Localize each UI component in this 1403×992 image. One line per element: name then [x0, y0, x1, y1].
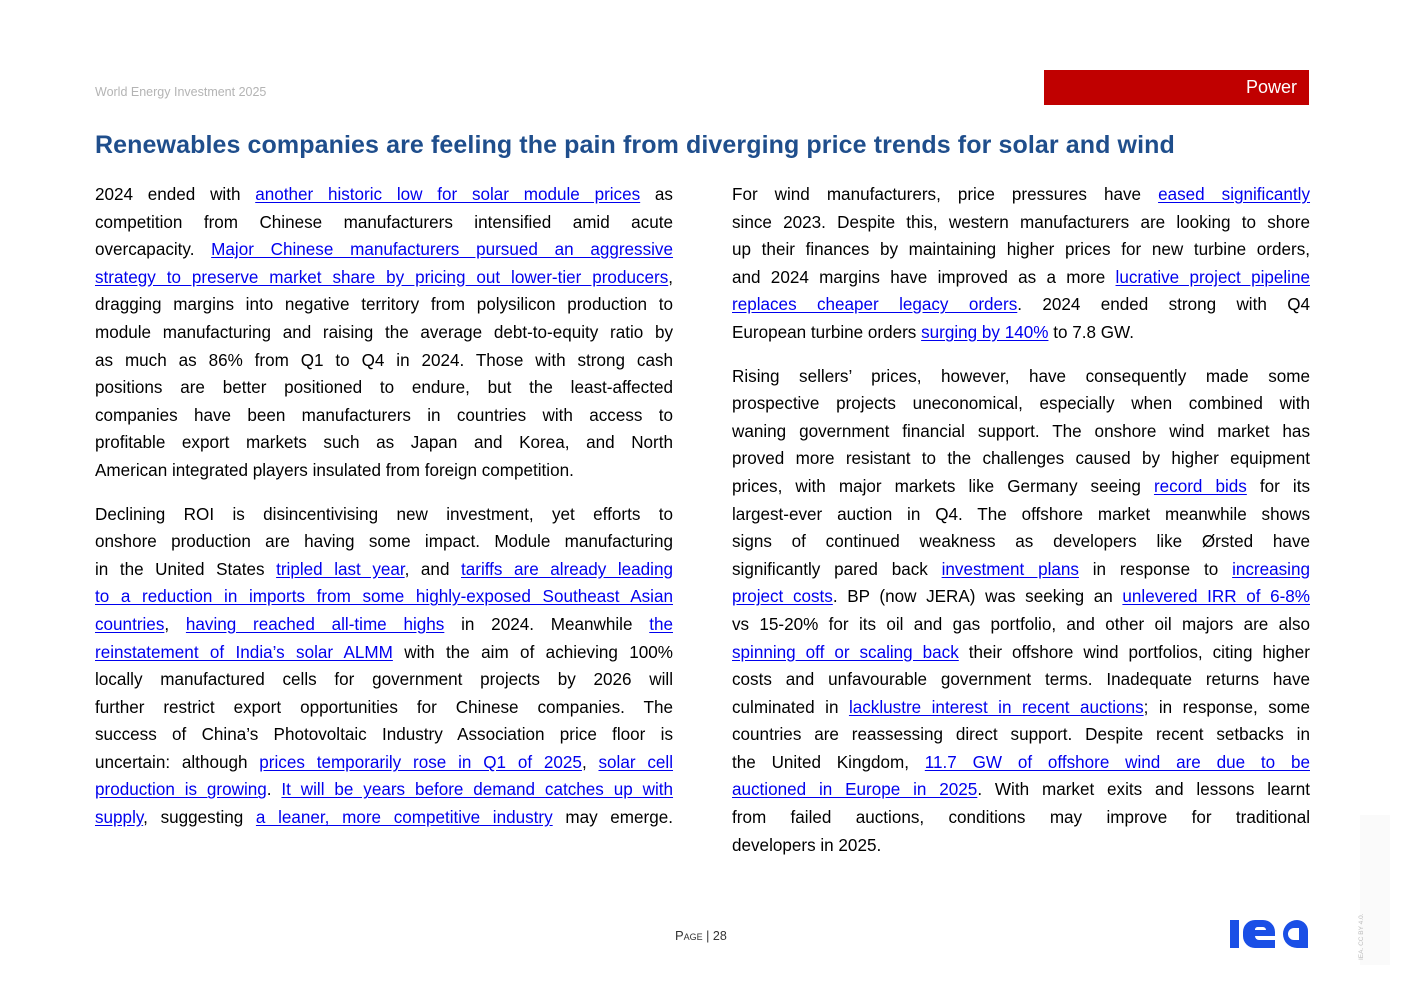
inline-link[interactable]: Major Chinese manufacturers pursued an aggressive — [211, 240, 673, 260]
text-line — [95, 236, 673, 264]
body-paragraph — [95, 181, 673, 485]
text-line — [732, 291, 1310, 319]
text-run: further restrict export opportunities for Chinese companies. The — [95, 697, 673, 717]
text-run: ; in response, some — [1143, 697, 1311, 717]
text-line — [732, 418, 1310, 446]
text-line — [732, 528, 1310, 556]
inline-link[interactable]: the — [649, 614, 673, 634]
inline-link[interactable]: solar cell — [598, 752, 674, 772]
inline-link[interactable]: unlevered IRR of 6-8% — [1122, 587, 1310, 607]
text-run: as much as 86% from Q1 to Q4 in 2024. Those with strong cash — [95, 350, 673, 370]
inline-link[interactable]: production is growing — [95, 780, 267, 800]
inline-link[interactable]: a leaner, more competitive industry — [255, 808, 553, 828]
body-paragraph — [95, 501, 673, 832]
text-run: American integrated players insulated from foreign competition. — [95, 460, 574, 480]
inline-link[interactable]: strategy to preserve market share by pricing out lower-tier producers — [95, 267, 669, 287]
text-run: prospective projects uneconomical, especially when combined with — [732, 394, 1310, 414]
text-line — [95, 501, 673, 529]
text-line — [95, 264, 673, 292]
text-run: dragging margins into negative territory from polysilicon production to — [95, 295, 673, 315]
text-line — [95, 749, 673, 777]
text-line — [732, 721, 1310, 749]
iea-logo-icon — [1229, 917, 1309, 951]
text-run: their offshore wind portfolios, citing higher — [958, 642, 1311, 662]
text-line — [732, 776, 1310, 804]
text-run: proved more resistant to the challenges caused by higher equipment — [732, 449, 1310, 469]
text-line — [95, 666, 673, 694]
text-run: , and — [404, 559, 461, 579]
text-line — [732, 473, 1310, 501]
inline-link[interactable]: project costs — [732, 587, 833, 607]
text-line — [732, 804, 1310, 832]
text-run: competition from Chinese manufacturers intensified amid acute — [95, 212, 673, 232]
text-line — [95, 429, 673, 457]
text-line — [732, 209, 1310, 237]
text-run: culminated in — [732, 697, 849, 717]
inline-link[interactable]: surging by 140% — [921, 322, 1049, 342]
text-line — [732, 832, 1310, 860]
text-run: the United Kingdom, — [732, 752, 925, 772]
text-run: with the aim of achieving 100% — [392, 642, 673, 662]
text-run: largest-ever auction in Q4. The offshore market meanwhile shows — [732, 504, 1310, 524]
inline-link[interactable]: increasing — [1232, 559, 1310, 579]
text-run: Declining ROI is disincentivising new investment, yet efforts to — [95, 504, 673, 524]
page-title: Renewables companies are feeling the pain from diverging price trends for solar and wind — [95, 131, 1175, 159]
inline-link[interactable]: spinning off or scaling back — [732, 642, 959, 662]
iea-logo[interactable] — [1229, 917, 1309, 956]
page-label: Page — [675, 928, 703, 943]
inline-link[interactable]: auctioned in Europe in 2025 — [732, 780, 978, 800]
text-line — [95, 209, 673, 237]
text-line — [95, 457, 673, 485]
inline-link[interactable]: to a reduction in imports from some highly-exposed Southeast Asian — [95, 587, 673, 607]
text-line — [95, 694, 673, 722]
text-run: in 2024. Meanwhile — [444, 614, 650, 634]
text-run: companies have been manufacturers in countries with access to — [95, 405, 673, 425]
text-run: onshore production are having some impact. Module manufacturing — [95, 532, 673, 552]
text-run: in response to — [1078, 559, 1233, 579]
text-run: , — [581, 752, 599, 772]
text-line — [732, 749, 1310, 777]
text-run: to 7.8 GW. — [1048, 322, 1134, 342]
text-line — [732, 445, 1310, 473]
text-run: costs and unfavourable government terms. Inadequate returns have — [732, 670, 1310, 690]
text-line — [95, 776, 673, 804]
right-column — [732, 181, 1310, 875]
text-line — [732, 639, 1310, 667]
text-line — [732, 611, 1310, 639]
text-run: prices, with major markets like Germany seeing — [732, 476, 1154, 496]
text-run: vs 15-20% for its oil and gas portfolio, and other oil majors are also — [732, 614, 1310, 634]
text-run: since 2023. Despite this, western manufacturers are looking to shore — [732, 212, 1310, 232]
text-run: from failed auctions, conditions may improve for traditional — [732, 808, 1310, 828]
text-line — [95, 347, 673, 375]
left-column — [95, 181, 673, 848]
text-run: in the United States — [95, 559, 277, 579]
text-line — [732, 363, 1310, 391]
text-run: up their finances by maintaining higher prices for new turbine orders, — [732, 240, 1310, 260]
text-line — [732, 264, 1310, 292]
text-run: positions are better positioned to endure, but the least-affected — [95, 378, 673, 398]
inline-link[interactable]: tripled last year — [276, 559, 405, 579]
text-run: may emerge. — [552, 808, 674, 828]
text-line — [95, 181, 673, 209]
inline-link[interactable]: 11.7 GW of offshore wind are due to be — [924, 752, 1310, 772]
text-run: locally manufactured cells for government projects by 2026 will — [95, 670, 673, 690]
text-line — [95, 804, 673, 832]
inline-link[interactable]: lacklustre interest in recent auctions — [848, 697, 1144, 717]
text-line — [95, 639, 673, 667]
text-run: for its — [1246, 476, 1310, 496]
text-run: countries are reassessing direct support. Despite recent setbacks in — [732, 725, 1310, 745]
body-paragraph — [732, 181, 1310, 347]
text-run: signs of continued weakness as developers like Ørsted have — [732, 532, 1310, 552]
text-line — [732, 390, 1310, 418]
inline-link[interactable]: supply — [95, 808, 144, 828]
inline-link[interactable]: having reached all-time highs — [185, 614, 445, 634]
text-run: , — [164, 614, 186, 634]
text-run: profitable export markets such as Japan and Korea, and North — [95, 433, 673, 453]
text-line — [732, 556, 1310, 584]
text-line — [732, 319, 1310, 347]
inline-link[interactable]: replaces cheaper legacy orders — [732, 295, 1018, 315]
text-run: developers in 2025. — [732, 835, 882, 855]
text-run: . — [266, 780, 282, 800]
inline-link[interactable]: reinstatement of India’s solar ALMM — [95, 642, 393, 662]
text-run: . BP (now JERA) was seeking an — [832, 587, 1123, 607]
license-text: IEA. CC BY 4.0. — [1358, 913, 1365, 960]
page-separator: | — [702, 929, 713, 943]
text-run: and 2024 margins have improved as a more — [732, 267, 1116, 287]
text-run: . 2024 ended strong with Q4 — [1017, 295, 1311, 315]
text-line — [732, 501, 1310, 529]
text-line — [732, 583, 1310, 611]
body-paragraph — [732, 363, 1310, 860]
text-line — [95, 374, 673, 402]
text-line — [95, 556, 673, 584]
text-run: Rising sellers’ prices, however, have consequently made some — [732, 366, 1310, 386]
text-run: For wind manufacturers, price pressures have — [732, 185, 1159, 204]
page-number — [675, 928, 727, 943]
text-line — [95, 528, 673, 556]
text-run: waning government financial support. The onshore wind market has — [732, 421, 1310, 441]
text-line — [95, 319, 673, 347]
text-run: European turbine orders — [732, 322, 922, 342]
inline-link[interactable]: lucrative project pipeline — [1115, 267, 1310, 287]
text-line — [95, 611, 673, 639]
text-run: . With market exits and lessons learnt — [977, 780, 1310, 800]
inline-link[interactable]: It will be years before demand catches up with — [281, 780, 674, 800]
inline-link[interactable]: another historic low for solar module prices — [255, 185, 641, 204]
inline-link[interactable]: record bids — [1153, 476, 1247, 496]
text-run: 2024 ended with — [95, 185, 256, 204]
inline-link[interactable]: investment plans — [941, 559, 1079, 579]
text-run: uncertain: although — [95, 752, 260, 772]
text-line — [732, 236, 1310, 264]
text-run: success of China’s Photovoltaic Industry Association price floor is — [95, 725, 673, 745]
text-line — [95, 402, 673, 430]
text-run: as — [640, 185, 673, 204]
inline-link[interactable]: tariffs are already leading — [461, 559, 673, 579]
text-line — [732, 666, 1310, 694]
text-run: , — [668, 267, 673, 287]
inline-link[interactable]: prices temporarily rose in Q1 of 2025 — [259, 752, 582, 772]
page-number-value: 28 — [712, 929, 727, 943]
inline-link[interactable]: countries — [95, 614, 165, 634]
text-run: module manufacturing and raising the average debt-to-equity ratio by — [95, 322, 673, 342]
text-run: overcapacity. — [95, 240, 212, 260]
text-line — [732, 694, 1310, 722]
section-tag: Power — [1044, 70, 1309, 105]
report-name: World Energy Investment 2025 — [95, 85, 267, 99]
text-run: significantly pared back — [732, 559, 942, 579]
text-run: , suggesting — [143, 808, 256, 828]
text-line — [95, 291, 673, 319]
text-line — [95, 583, 673, 611]
inline-link[interactable]: eased significantly — [1158, 185, 1311, 204]
text-line — [732, 181, 1310, 209]
text-line — [95, 721, 673, 749]
